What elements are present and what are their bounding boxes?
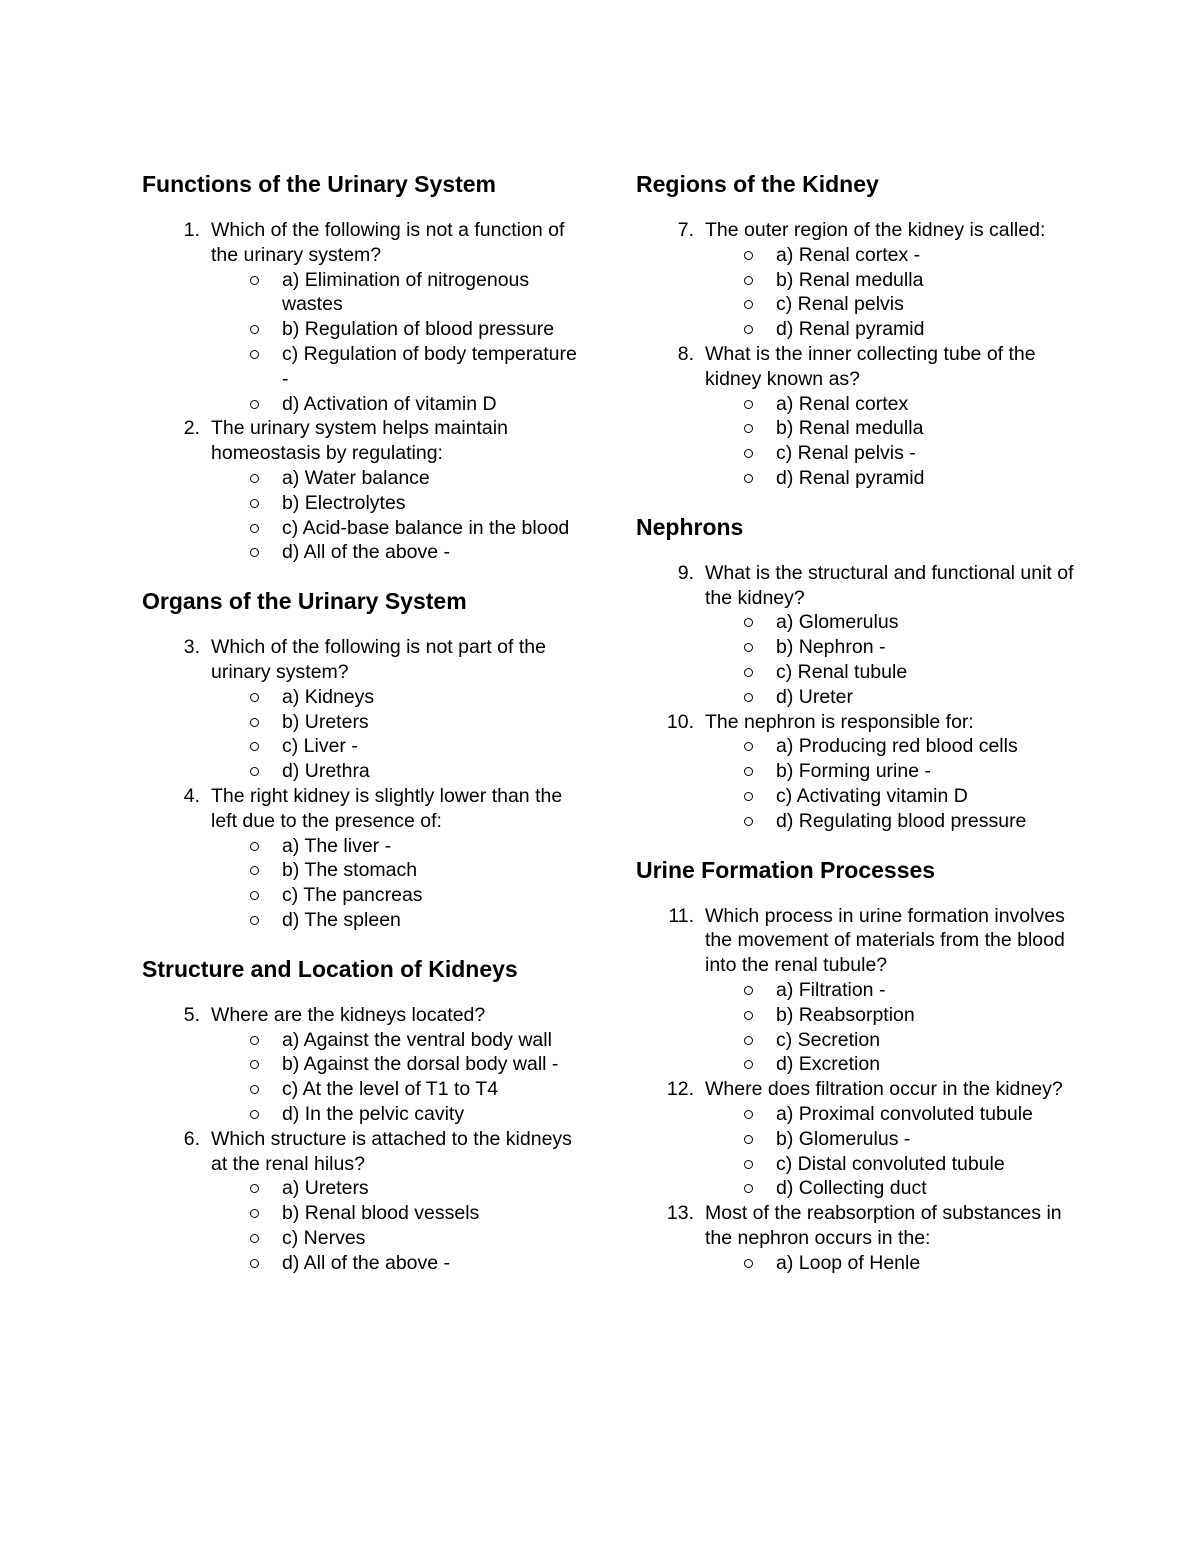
question-text: What is the inner collecting tube of the kidney known as? <box>705 342 1036 390</box>
answer-option-text: a) Against the ventral body wall <box>282 1028 552 1051</box>
circle-bullet-icon <box>744 1135 753 1144</box>
circle-bullet-icon <box>250 524 259 533</box>
answer-option-text: b) Reabsorption <box>776 1003 915 1026</box>
question-list <box>636 904 1081 1276</box>
question-item <box>636 904 1081 1078</box>
answer-option-text: c) Acid-base balance in the blood <box>282 516 570 539</box>
question-text: The nephron is responsible for: <box>705 710 974 733</box>
answer-option <box>636 1028 1081 1053</box>
answer-option <box>636 784 1081 809</box>
circle-bullet-icon <box>250 1085 259 1094</box>
question-item <box>142 635 587 784</box>
answer-option <box>636 734 1081 759</box>
answer-option <box>636 978 1081 1003</box>
circle-bullet-icon <box>744 325 753 334</box>
question-item <box>636 1201 1081 1275</box>
circle-bullet-icon <box>744 742 753 751</box>
answer-option-text: c) Nerves <box>282 1226 366 1249</box>
question-item <box>636 1077 1081 1201</box>
circle-bullet-icon <box>250 866 259 875</box>
answer-option <box>636 1003 1081 1028</box>
answer-option-text: c) Liver - <box>282 735 358 758</box>
question-text: Which process in urine formation involves the movement of materials from the blood into the renal tubule? <box>705 904 1065 977</box>
quiz-section <box>142 953 587 1276</box>
circle-bullet-icon <box>250 916 259 925</box>
answer-option <box>142 268 587 318</box>
question-text: Which of the following is not a function of the urinary system? <box>211 219 565 266</box>
answer-option-text: a) Kidneys <box>282 685 375 708</box>
answer-option-text: c) Renal tubule <box>776 660 908 683</box>
answer-option <box>142 540 587 565</box>
circle-bullet-icon <box>250 891 259 900</box>
answer-option <box>142 1251 587 1276</box>
answer-option-text: a) Elimination of nitrogenous wastes <box>282 268 530 316</box>
question-text: Which of the following is not part of the urinary system? <box>211 636 546 683</box>
answer-option-text: a) Renal cortex <box>776 392 909 415</box>
quiz-section <box>142 585 587 933</box>
answer-options <box>211 685 587 784</box>
answer-options <box>705 1251 1081 1276</box>
question-number: 2. <box>183 417 200 440</box>
circle-bullet-icon <box>250 718 259 727</box>
question-number: 1. <box>183 219 200 241</box>
answer-options <box>705 734 1081 833</box>
answer-option <box>142 1077 587 1102</box>
answer-option <box>636 466 1081 491</box>
answer-option-text: d) All of the above - <box>282 1251 451 1274</box>
question-item <box>142 1003 587 1127</box>
circle-bullet-icon <box>744 1110 753 1119</box>
question-number: 9. <box>677 561 694 584</box>
answer-option <box>142 466 587 491</box>
circle-bullet-icon <box>250 693 259 702</box>
answer-option-text: b) Nephron - <box>776 636 886 659</box>
answer-options <box>211 1176 587 1275</box>
answer-option <box>636 292 1081 317</box>
answer-option-text: b) Ureters <box>282 710 369 733</box>
quiz-section <box>636 168 1081 491</box>
circle-bullet-icon <box>744 668 753 677</box>
answer-option <box>636 1127 1081 1152</box>
answer-option <box>142 908 587 933</box>
question-list <box>142 218 587 565</box>
answer-option-text: b) Renal medulla <box>776 268 924 291</box>
answer-option <box>142 1176 587 1201</box>
answer-option <box>142 317 587 342</box>
circle-bullet-icon <box>250 1234 259 1243</box>
section-title: Nephrons <box>636 513 744 540</box>
quiz-section <box>636 854 1081 1276</box>
question-number: 5. <box>183 1003 200 1026</box>
circle-bullet-icon <box>250 499 259 508</box>
answer-option <box>142 1052 587 1077</box>
circle-bullet-icon <box>744 618 753 627</box>
circle-bullet-icon <box>744 474 753 483</box>
answer-options <box>705 1102 1081 1201</box>
answer-option-text: d) The spleen <box>282 908 401 931</box>
answer-option <box>142 1226 587 1251</box>
circle-bullet-icon <box>744 643 753 652</box>
answer-option-text: b) Glomerulus - <box>776 1127 911 1150</box>
question-item <box>142 218 587 416</box>
circle-bullet-icon <box>744 1259 753 1268</box>
question-item <box>636 218 1081 342</box>
answer-option <box>636 1152 1081 1177</box>
circle-bullet-icon <box>250 400 259 409</box>
answer-option <box>636 243 1081 268</box>
right-column <box>636 168 1081 1275</box>
quiz-section <box>636 511 1081 834</box>
circle-bullet-icon <box>250 276 259 285</box>
question-number: 10. <box>666 710 694 733</box>
answer-option <box>142 392 587 417</box>
question-text: Where does filtration occur in the kidney? <box>705 1078 1063 1101</box>
circle-bullet-icon <box>744 449 753 458</box>
answer-option <box>142 1102 587 1127</box>
answer-options <box>211 834 587 933</box>
circle-bullet-icon <box>744 276 753 285</box>
circle-bullet-icon <box>744 1036 753 1045</box>
question-list <box>636 218 1081 491</box>
answer-option <box>142 1201 587 1226</box>
question-number: 4. <box>183 784 200 807</box>
answer-option <box>142 858 587 883</box>
circle-bullet-icon <box>250 1209 259 1218</box>
answer-options <box>211 268 587 417</box>
question-text: Most of the reabsorption of substances in the nephron occurs in the: <box>705 1202 1062 1249</box>
answer-option <box>142 516 587 541</box>
circle-bullet-icon <box>744 1184 753 1193</box>
question-text: Where are the kidneys located? <box>211 1003 486 1026</box>
section-title: Functions of the Urinary System <box>142 171 497 197</box>
answer-option <box>142 734 587 759</box>
circle-bullet-icon <box>744 693 753 702</box>
answer-option <box>636 685 1081 710</box>
answer-option-text: c) Renal pelvis - <box>776 442 916 465</box>
answer-option-text: c) Distal convoluted tubule <box>776 1152 1005 1175</box>
section-title: Regions of the Kidney <box>636 171 879 197</box>
answer-option-text: a) Loop of Henle <box>776 1251 921 1274</box>
answer-option-text: d) Regulating blood pressure <box>776 809 1027 832</box>
circle-bullet-icon <box>250 548 259 557</box>
circle-bullet-icon <box>250 842 259 851</box>
answer-option <box>142 759 587 784</box>
circle-bullet-icon <box>744 1011 753 1020</box>
answer-option-text: a) Producing red blood cells <box>776 735 1018 758</box>
circle-bullet-icon <box>250 1060 259 1069</box>
answer-option-text: a) Filtration - <box>776 978 886 1001</box>
answer-option <box>636 1176 1081 1201</box>
circle-bullet-icon <box>250 1036 259 1045</box>
question-number: 12. <box>666 1078 694 1101</box>
circle-bullet-icon <box>250 742 259 751</box>
answer-option-text: d) Excretion <box>776 1053 881 1076</box>
circle-bullet-icon <box>744 251 753 260</box>
answer-option <box>142 883 587 908</box>
answer-option-text: d) Collecting duct <box>776 1177 927 1200</box>
answer-option <box>142 710 587 735</box>
answer-option <box>636 268 1081 293</box>
answer-option-text: a) The liver - <box>282 834 392 857</box>
answer-option-text: c) Renal pelvis <box>776 293 904 316</box>
question-number: 11. <box>668 904 694 927</box>
circle-bullet-icon <box>744 817 753 826</box>
question-text: The urinary system helps maintain homeostasis by regulating: <box>211 417 508 465</box>
question-text: What is the structural and functional unit of the kidney? <box>705 561 1074 609</box>
answer-option-text: b) Renal medulla <box>776 417 924 440</box>
question-text: The outer region of the kidney is called: <box>705 219 1046 241</box>
answer-option-text: c) The pancreas <box>282 884 423 907</box>
answer-option-text: a) Glomerulus <box>776 611 899 634</box>
answer-option-text: d) Renal pyramid <box>776 466 925 489</box>
answer-option <box>636 392 1081 417</box>
answer-option-text: a) Ureters <box>282 1177 369 1200</box>
answer-option <box>636 416 1081 441</box>
answer-option-text: a) Water balance <box>282 466 430 489</box>
circle-bullet-icon <box>250 1259 259 1268</box>
answer-option <box>636 1052 1081 1077</box>
answer-option-text: d) All of the above - <box>282 541 451 564</box>
answer-option-text: b) Electrolytes <box>282 491 406 514</box>
question-number: 3. <box>183 636 200 659</box>
circle-bullet-icon <box>250 767 259 776</box>
answer-option-text: d) In the pelvic cavity <box>282 1102 465 1125</box>
answer-option-text: c) Secretion <box>776 1028 881 1051</box>
answer-options <box>705 243 1081 342</box>
answer-option-text: d) Urethra <box>282 760 370 783</box>
answer-option <box>636 1102 1081 1127</box>
answer-option <box>636 809 1081 834</box>
question-number: 6. <box>183 1127 200 1150</box>
question-number: 8. <box>677 342 694 365</box>
answer-options <box>705 392 1081 491</box>
circle-bullet-icon <box>250 325 259 334</box>
question-item <box>142 784 587 933</box>
answer-option-text: a) Renal cortex - <box>776 243 921 266</box>
question-number: 13. <box>666 1202 694 1225</box>
answer-options <box>211 1028 587 1127</box>
circle-bullet-icon <box>744 424 753 433</box>
question-item <box>636 342 1081 491</box>
circle-bullet-icon <box>250 474 259 483</box>
answer-option-text: b) Regulation of blood pressure <box>282 318 555 341</box>
answer-option <box>636 1251 1081 1276</box>
answer-option-text: d) Ureter <box>776 685 853 708</box>
answer-option-text: c) Activating vitamin D <box>776 784 968 807</box>
circle-bullet-icon <box>250 350 259 359</box>
circle-bullet-icon <box>744 986 753 995</box>
question-item <box>142 416 587 565</box>
answer-option-text: a) Proximal convoluted tubule <box>776 1102 1033 1125</box>
answer-option <box>636 317 1081 342</box>
answer-option-text: c) At the level of T1 to T4 <box>282 1078 499 1101</box>
answer-option-text: b) The stomach <box>282 859 418 882</box>
question-text: The right kidney is slightly lower than the left due to the presence of: <box>211 784 563 832</box>
answer-option <box>636 441 1081 466</box>
answer-option <box>636 635 1081 660</box>
section-title: Organs of the Urinary System <box>142 588 467 615</box>
circle-bullet-icon <box>744 400 753 409</box>
circle-bullet-icon <box>744 1160 753 1169</box>
answer-option <box>142 342 587 392</box>
question-list <box>142 1003 587 1276</box>
answer-options <box>705 610 1081 709</box>
answer-option-text: d) Renal pyramid <box>776 318 925 341</box>
question-list <box>142 635 587 933</box>
question-item <box>636 561 1081 710</box>
answer-option <box>636 610 1081 635</box>
circle-bullet-icon <box>250 1110 259 1119</box>
circle-bullet-icon <box>744 792 753 801</box>
circle-bullet-icon <box>744 1060 753 1069</box>
question-text: Which structure is attached to the kidneys at the renal hilus? <box>211 1127 572 1175</box>
quiz-section <box>142 168 587 565</box>
answer-option <box>636 660 1081 685</box>
circle-bullet-icon <box>744 767 753 776</box>
answer-options <box>211 466 587 565</box>
circle-bullet-icon <box>250 1184 259 1193</box>
answer-option <box>142 1028 587 1053</box>
answer-option <box>636 759 1081 784</box>
question-list <box>636 561 1081 834</box>
answer-option-text: b) Renal blood vessels <box>282 1202 480 1225</box>
section-title: Urine Formation Processes <box>636 856 936 883</box>
answer-option <box>142 491 587 516</box>
circle-bullet-icon <box>744 300 753 309</box>
answer-option-text: c) Regulation of body temperature - <box>282 342 577 390</box>
answer-options <box>705 978 1081 1077</box>
question-item <box>142 1127 587 1276</box>
left-column <box>142 168 587 1275</box>
answer-option <box>142 834 587 859</box>
question-item <box>636 710 1081 834</box>
answer-option <box>142 685 587 710</box>
section-title: Structure and Location of Kidneys <box>142 955 518 982</box>
question-number: 7. <box>677 219 694 241</box>
answer-option-text: b) Against the dorsal body wall - <box>282 1053 559 1076</box>
answer-option-text: d) Activation of vitamin D <box>282 392 497 415</box>
answer-option-text: b) Forming urine - <box>776 760 931 783</box>
